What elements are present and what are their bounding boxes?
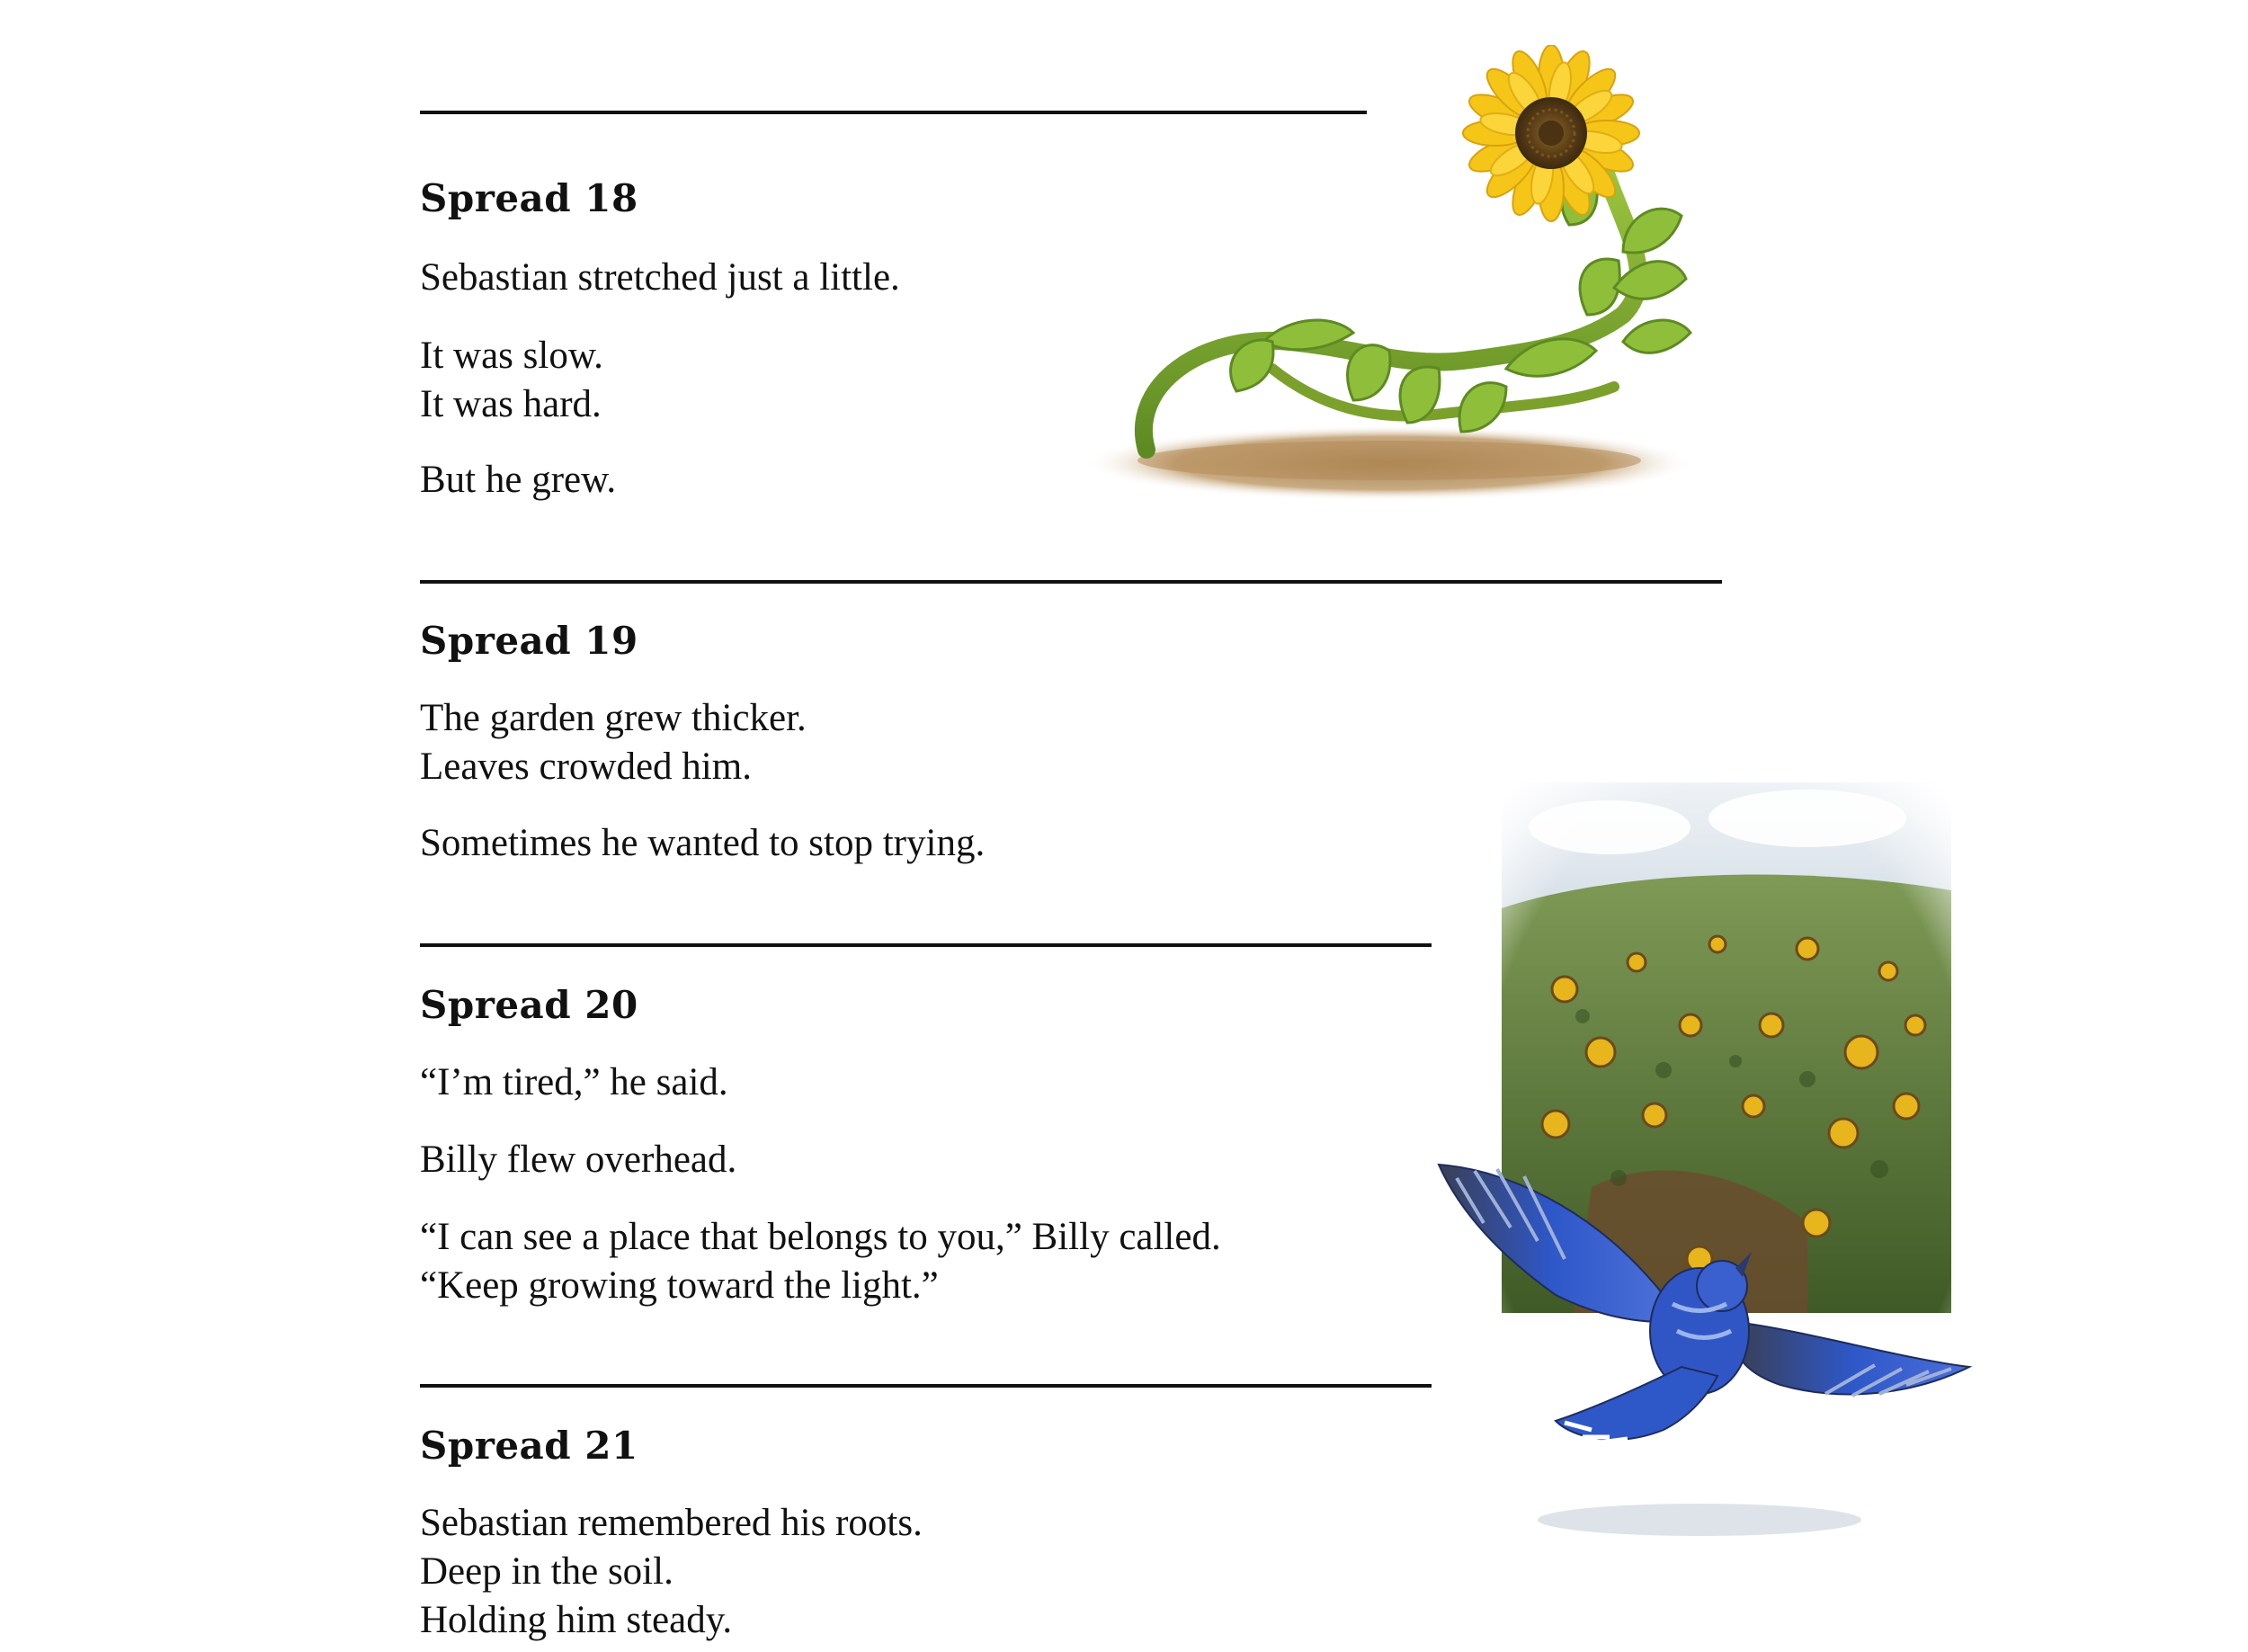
- spread-heading: Spread 20: [420, 983, 638, 1027]
- spread-heading: Spread 21: [420, 1424, 638, 1468]
- story-paragraph: Sebastian remembered his roots. Deep in the soil. Holding him steady.: [420, 1502, 923, 1641]
- story-paragraph: The garden grew thicker. Leaves crowded him.: [420, 697, 807, 788]
- story-paragraph: Sebastian stretched just a little.: [420, 256, 900, 299]
- story-paragraph: Sometimes he wanted to stop trying.: [420, 822, 986, 864]
- sunflower-illustration: [1084, 45, 1713, 513]
- spread-heading: Spread 18: [420, 176, 638, 220]
- divider: [420, 943, 1432, 947]
- spread-heading: Spread 19: [420, 619, 638, 663]
- story-paragraph: Billy flew overhead.: [420, 1139, 737, 1181]
- story-paragraph: But he grew.: [420, 459, 617, 501]
- story-paragraph: It was slow. It was hard.: [420, 335, 603, 425]
- story-paragraph: “I can see a place that belongs to you,” Billy called. “Keep growing toward the light.”: [420, 1216, 1221, 1307]
- story-paragraph: “I’m tired,” he said.: [420, 1061, 728, 1103]
- bluebird-field-illustration: [1430, 755, 2023, 1601]
- divider: [420, 580, 1722, 584]
- divider: [420, 1384, 1432, 1388]
